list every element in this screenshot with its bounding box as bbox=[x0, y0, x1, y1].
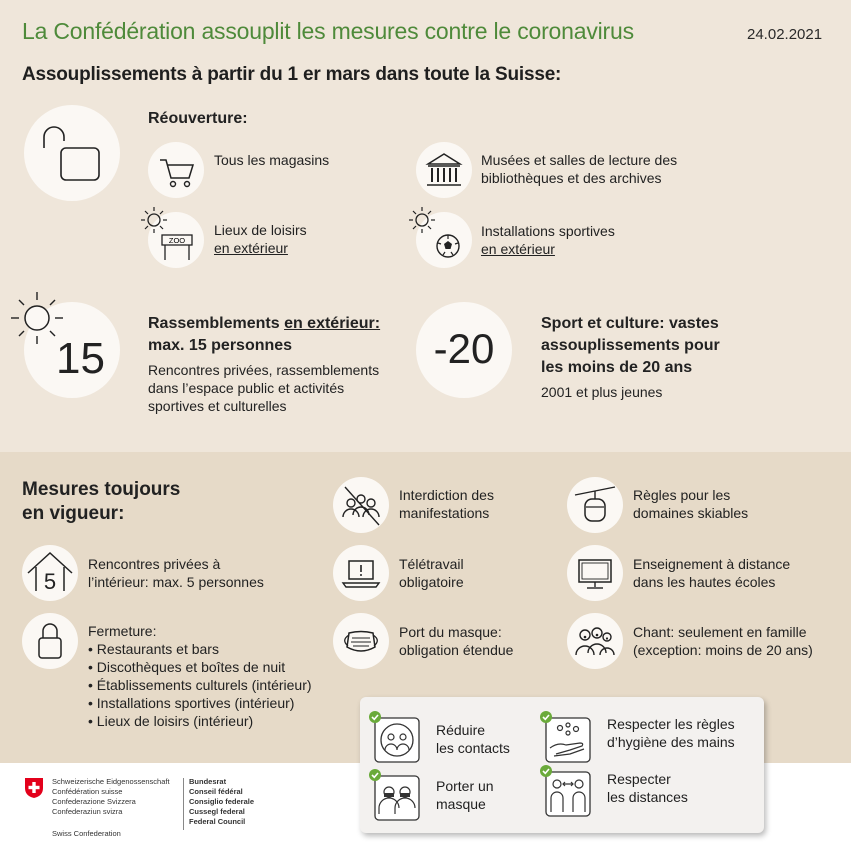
council-de: Bundesrat bbox=[189, 777, 227, 786]
youth-title-line1: Sport et culture: vastes bbox=[541, 315, 719, 332]
ski-label-line1: Règles pour les bbox=[633, 487, 731, 503]
rule-distance-line1: Respecter bbox=[607, 771, 671, 787]
gatherings-title-part1: Rassemblements bbox=[148, 315, 285, 332]
section-heading: Assouplissements à partir du 1 er mars dans toute la Suisse: bbox=[22, 64, 562, 85]
museum-icon bbox=[416, 142, 472, 198]
rule-contacts-line1: Réduire bbox=[436, 722, 486, 738]
private-number: 5 bbox=[43, 569, 57, 594]
private-label-line1: Rencontres privées à bbox=[88, 556, 221, 572]
admin-name-it: Confederazione Svizzera bbox=[52, 797, 136, 806]
youth-desc: 2001 et plus jeunes bbox=[541, 384, 663, 400]
reopening-heading: Réouverture: bbox=[148, 110, 248, 127]
face-mask-icon bbox=[333, 613, 389, 669]
crowd-ban-icon bbox=[333, 477, 389, 533]
ski-label-line2: domaines skiables bbox=[633, 505, 749, 521]
measures-heading-line2: en vigueur: bbox=[22, 503, 125, 524]
admin-name-rm: Confederaziun svizra bbox=[52, 807, 123, 816]
rule-distance-line2: les distances bbox=[607, 789, 688, 805]
shops-label: Tous les magasins bbox=[214, 152, 330, 168]
football-sun-icon bbox=[404, 202, 474, 268]
rule-contacts-line2: les contacts bbox=[436, 740, 510, 756]
admin-name-de: Schweizerische Eidgenossenschaft bbox=[52, 777, 170, 786]
check-icon bbox=[539, 710, 553, 724]
singing-family-icon bbox=[567, 613, 623, 669]
admin-name-en: Swiss Confederation bbox=[52, 829, 121, 838]
rule-mask-line2: masque bbox=[436, 796, 486, 812]
sports-label-line2: en extérieur bbox=[481, 241, 555, 257]
remote-label-line1: Télétravail bbox=[399, 556, 464, 572]
monitor-icon bbox=[567, 545, 623, 601]
events-label-line2: manifestations bbox=[399, 505, 490, 521]
events-label-line1: Interdiction des bbox=[399, 487, 494, 503]
gatherings-title-line2: max. 15 personnes bbox=[148, 337, 293, 354]
padlock-open-icon bbox=[24, 105, 120, 201]
rule-hygiene-line1: Respecter les règles bbox=[607, 716, 735, 732]
museums-label-line1: Musées et salles de lecture des bbox=[481, 152, 678, 168]
closure-title: Fermeture: bbox=[88, 623, 157, 639]
youth-title-line2: assouplissements pour bbox=[541, 337, 720, 354]
museums-label-line2: bibliothèques et des archives bbox=[481, 170, 662, 186]
gatherings-desc-line1: Rencontres privées, rassemblements bbox=[148, 362, 380, 378]
shopping-cart-icon bbox=[148, 142, 204, 198]
remote-label-line2: obligatoire bbox=[399, 574, 464, 590]
youth-title-line3: les moins de 20 ans bbox=[541, 359, 693, 376]
singing-label-line1: Chant: seulement en famille bbox=[633, 624, 807, 640]
singing-label-line2: (exception: moins de 20 ans) bbox=[633, 642, 813, 658]
closure-item: • Discothèques et boîtes de nuit bbox=[88, 659, 286, 675]
closure-item: • Restaurants et bars bbox=[88, 641, 219, 657]
padlock-closed-icon bbox=[22, 613, 78, 669]
mask-label-line1: Port du masque: bbox=[399, 624, 502, 640]
mask-label-line2: obligation étendue bbox=[399, 642, 514, 658]
gatherings-desc-line2: dans l’espace public et activités bbox=[148, 380, 345, 396]
private-label-line2: l’intérieur: max. 5 personnes bbox=[88, 574, 264, 590]
zoo-sun-icon bbox=[136, 202, 206, 268]
council-en: Federal Council bbox=[189, 817, 246, 826]
check-icon bbox=[368, 768, 382, 782]
gatherings-title-part2: en extérieur: bbox=[284, 315, 381, 332]
gatherings-number: 15 bbox=[56, 334, 105, 383]
footer-divider bbox=[183, 778, 184, 830]
gatherings-desc-line3: sportives et culturelles bbox=[148, 398, 287, 414]
rule-mask-line1: Porter un bbox=[436, 778, 494, 794]
closure-item: • Installations sportives (intérieur) bbox=[88, 695, 295, 711]
council-rm: Cussegl federal bbox=[189, 807, 245, 816]
house-icon bbox=[22, 545, 78, 601]
zoo-sign-text: ZOO bbox=[168, 236, 186, 245]
council-it: Consiglio federale bbox=[189, 797, 255, 806]
cable-car-icon bbox=[567, 477, 623, 533]
teaching-label-line1: Enseignement à distance bbox=[633, 556, 791, 572]
council-fr: Conseil fédéral bbox=[189, 787, 243, 796]
admin-name-fr: Confédération suisse bbox=[52, 787, 123, 796]
closure-item: • Lieux de loisirs (intérieur) bbox=[88, 713, 254, 729]
laptop-icon bbox=[333, 545, 389, 601]
closure-item: • Établissements culturels (intérieur) bbox=[88, 677, 312, 693]
rule-hygiene-line2: d’hygiène des mains bbox=[607, 734, 735, 750]
gatherings-title-line1 bbox=[148, 313, 380, 335]
swiss-shield-logo bbox=[24, 777, 44, 799]
youth-number: -20 bbox=[433, 325, 495, 372]
leisure-label-line2: en extérieur bbox=[214, 240, 288, 256]
publication-date: 24.02.2021 bbox=[747, 26, 823, 43]
check-icon bbox=[368, 710, 382, 724]
leisure-label-line1: Lieux de loisirs bbox=[214, 222, 307, 238]
check-icon bbox=[539, 764, 553, 778]
sports-label-line1: Installations sportives bbox=[481, 223, 615, 239]
measures-heading-line1: Mesures toujours bbox=[22, 479, 181, 500]
teaching-label-line2: dans les hautes écoles bbox=[633, 574, 776, 590]
page-title: La Confédération assouplit les mesures contre le coronavirus bbox=[22, 18, 634, 44]
